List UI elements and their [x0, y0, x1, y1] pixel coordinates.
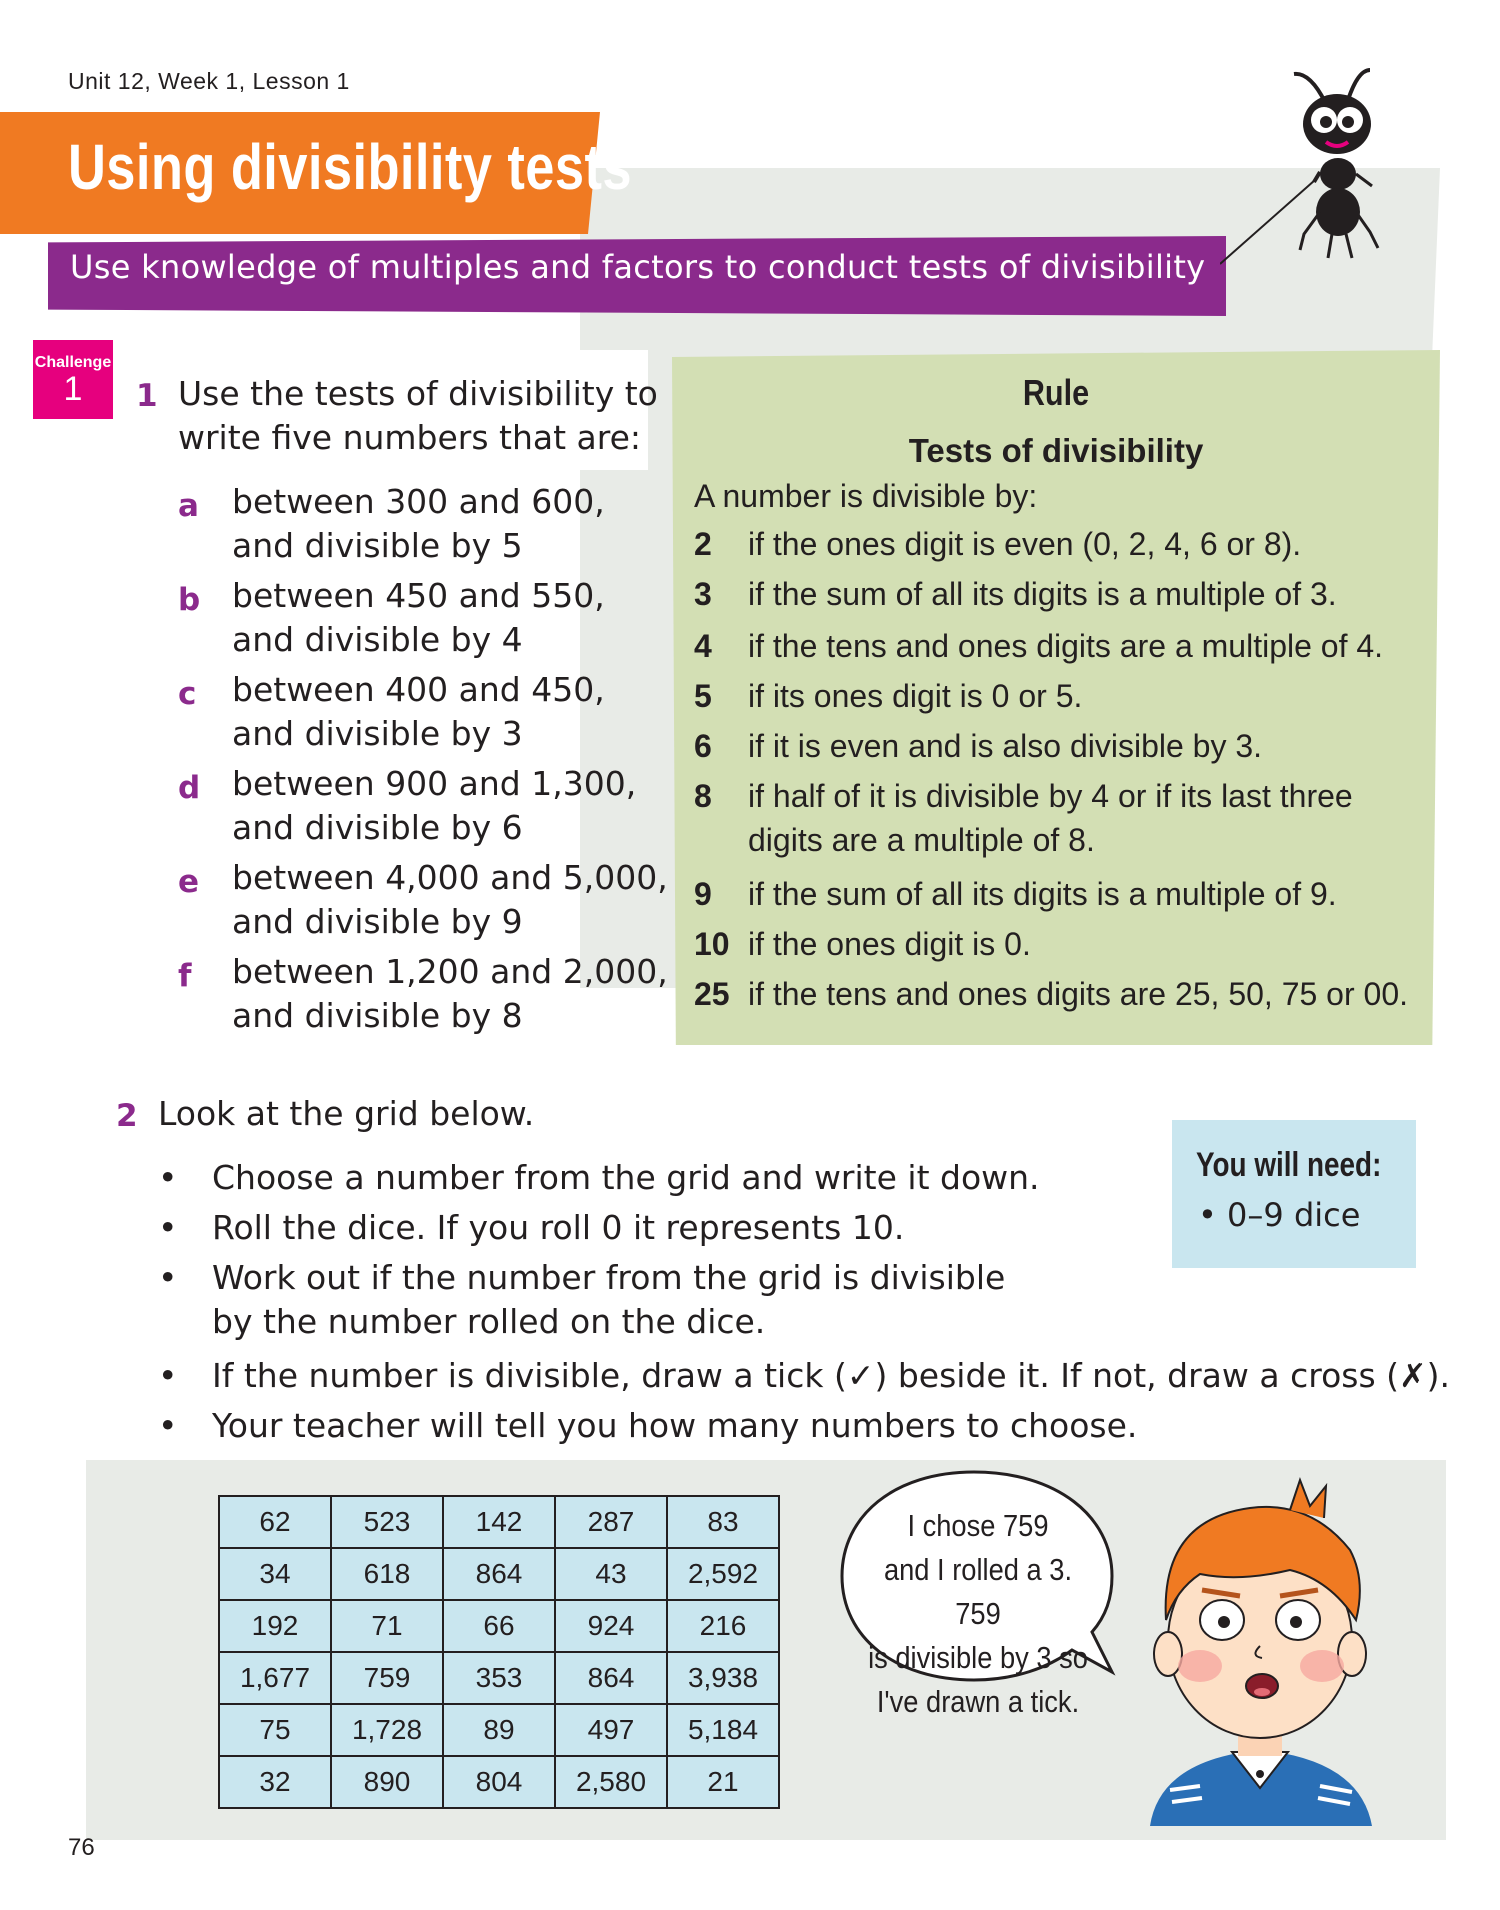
grid-row — [219, 1548, 779, 1600]
speech-bubble-text — [864, 1504, 1093, 1724]
bullet-item — [158, 1404, 1137, 1448]
rule-heading: Rule — [1022, 372, 1090, 413]
part-a-line1: between 300 and 600, — [232, 482, 605, 521]
rule-description — [748, 674, 1438, 718]
grid-cell: 804 — [443, 1756, 555, 1808]
rule-divisor: 5 — [694, 678, 712, 714]
part-e-line1: between 4,000 and 5,000, — [232, 858, 668, 897]
part-letter-a: a — [178, 488, 199, 524]
grid-row — [219, 1496, 779, 1548]
bullet-text — [212, 1206, 904, 1250]
rule-subheading: Tests of divisibility — [908, 432, 1204, 469]
bullet-dot-icon: • — [158, 1208, 178, 1247]
grid-cell: 142 — [443, 1496, 555, 1548]
rule-description-line2: digits are a multiple of 8. — [748, 822, 1095, 858]
grid-cell: 192 — [219, 1600, 331, 1652]
question-1-text-line2: write five numbers that are: — [178, 418, 642, 457]
boy-character-icon — [1140, 1470, 1380, 1826]
grid-cell: 21 — [667, 1756, 779, 1808]
part-d-line1: between 900 and 1,300, — [232, 764, 637, 803]
rule-row — [694, 624, 1438, 668]
rule-intro: A number is divisible by: — [694, 478, 1038, 514]
grid-cell: 864 — [443, 1548, 555, 1600]
grid-cell: 34 — [219, 1548, 331, 1600]
rule-description — [748, 872, 1438, 916]
grid-cell: 1,677 — [219, 1652, 331, 1704]
speech-line-4: I've drawn a tick. — [876, 1684, 1080, 1719]
grid-cell: 864 — [555, 1652, 667, 1704]
grid-cell: 32 — [219, 1756, 331, 1808]
part-f-line1: between 1,200 and 2,000, — [232, 952, 668, 991]
bullet-dot-icon: • — [158, 1158, 178, 1197]
bullet-line1: Roll the dice. If you roll 0 it represents 10. — [212, 1208, 905, 1247]
rule-divisor: 25 — [694, 976, 730, 1012]
grid-cell: 71 — [331, 1600, 443, 1652]
bullet-item — [158, 1354, 1450, 1398]
ant-mascot-icon — [1220, 62, 1430, 282]
grid-cell: 2,592 — [667, 1548, 779, 1600]
you-will-need-item: • 0–9 dice — [1198, 1196, 1361, 1234]
page-subtitle: Use knowledge of multiples and factors to conduct tests of divisibility — [70, 248, 1206, 286]
rule-row — [694, 522, 1438, 566]
question-2-number: 2 — [116, 1098, 138, 1134]
rule-divisor: 4 — [694, 628, 712, 664]
grid-cell: 66 — [443, 1600, 555, 1652]
speech-line-2: and I rolled a 3. 759 — [883, 1552, 1073, 1631]
bullet-line1: If the number is divisible, draw a tick (✓) beside it. If not, draw a cross (✗). — [212, 1356, 1451, 1395]
question-1-text-line1: Use the tests of divisibility to — [178, 374, 658, 413]
grid-row — [219, 1704, 779, 1756]
grid-row — [219, 1652, 779, 1704]
bullet-text — [212, 1256, 1005, 1344]
rule-description-line1: if half of it is divisible by 4 or if its last three — [748, 778, 1353, 814]
rule-divisor: 3 — [694, 576, 712, 612]
grid-cell: 523 — [331, 1496, 443, 1548]
rule-description-line1: if the sum of all its digits is a multiple of 9. — [748, 876, 1337, 912]
grid-cell: 62 — [219, 1496, 331, 1548]
page-title: Using divisibility tests — [68, 131, 632, 203]
rule-description — [748, 572, 1438, 616]
rule-description — [748, 972, 1438, 1016]
bullet-dot-icon: • — [158, 1258, 178, 1297]
rule-row — [694, 774, 1438, 862]
unit-label: Unit 12, Week 1, Lesson 1 — [68, 68, 350, 94]
rule-description-line1: if the tens and ones digits are 25, 50, 75 or 00. — [748, 976, 1408, 1012]
grid-cell: 759 — [331, 1652, 443, 1704]
rule-description — [748, 624, 1438, 668]
question-1-number: 1 — [136, 378, 158, 414]
rule-description — [748, 522, 1438, 566]
rule-description-line1: if the ones digit is 0. — [748, 926, 1031, 962]
grid-cell: 89 — [443, 1704, 555, 1756]
grid-row — [219, 1756, 779, 1808]
rule-description — [748, 724, 1438, 768]
grid-cell: 3,938 — [667, 1652, 779, 1704]
number-grid — [218, 1495, 780, 1809]
grid-cell: 43 — [555, 1548, 667, 1600]
grid-cell: 287 — [555, 1496, 667, 1548]
part-c-line2: and divisible by 3 — [232, 714, 523, 753]
bullet-text — [212, 1156, 1040, 1200]
bullet-line1: Choose a number from the grid and write it down. — [212, 1158, 1040, 1197]
grid-cell: 353 — [443, 1652, 555, 1704]
part-d-line2: and divisible by 6 — [232, 808, 523, 847]
speech-line-3: is divisible by 3 so — [868, 1640, 1088, 1675]
you-will-need-box — [1172, 1120, 1416, 1268]
rule-row — [694, 872, 1438, 916]
bullet-item — [158, 1256, 1005, 1344]
rule-divisor: 6 — [694, 728, 712, 764]
grid-cell: 2,580 — [555, 1756, 667, 1808]
bullet-dot-icon: • — [158, 1356, 178, 1395]
bullet-dot-icon: • — [158, 1406, 178, 1445]
bullet-item — [158, 1206, 904, 1250]
rule-row — [694, 572, 1438, 616]
rule-divisor: 9 — [694, 876, 712, 912]
part-b-line1: between 450 and 550, — [232, 576, 605, 615]
bullet-line1: Work out if the number from the grid is divisible — [212, 1258, 1006, 1297]
bullet-text — [212, 1404, 1137, 1448]
challenge-badge — [33, 340, 113, 419]
grid-cell: 890 — [331, 1756, 443, 1808]
rule-row — [694, 724, 1438, 768]
rule-description-line1: if the sum of all its digits is a multiple of 3. — [748, 576, 1337, 612]
part-letter-b: b — [178, 582, 201, 618]
rule-divisor: 8 — [694, 778, 712, 814]
question-2-text: Look at the grid below. — [158, 1094, 535, 1133]
bullet-line2: by the number rolled on the dice. — [212, 1302, 766, 1341]
rule-row — [694, 972, 1438, 1016]
grid-cell: 924 — [555, 1600, 667, 1652]
part-f-line2: and divisible by 8 — [232, 996, 523, 1035]
part-b-line2: and divisible by 4 — [232, 620, 523, 659]
grid-cell: 1,728 — [331, 1704, 443, 1756]
part-letter-f: f — [178, 958, 192, 994]
rule-divisor: 10 — [694, 926, 730, 962]
part-c-line1: between 400 and 450, — [232, 670, 605, 709]
part-letter-d: d — [178, 770, 201, 806]
grid-cell: 5,184 — [667, 1704, 779, 1756]
page-number: 76 — [68, 1834, 95, 1861]
grid-cell: 216 — [667, 1600, 779, 1652]
speech-line-1: I chose 759 — [907, 1508, 1049, 1543]
part-a-line2: and divisible by 5 — [232, 526, 523, 565]
rule-description-line1: if it is even and is also divisible by 3. — [748, 728, 1263, 764]
rule-description-line1: if the ones digit is even (0, 2, 4, 6 or 8). — [748, 526, 1302, 562]
rule-row — [694, 922, 1438, 966]
rule-row — [694, 674, 1438, 718]
rule-description-line1: if the tens and ones digits are a multiple of 4. — [748, 628, 1384, 664]
rule-description — [748, 922, 1438, 966]
grid-row — [219, 1600, 779, 1652]
part-letter-c: c — [178, 676, 197, 712]
grid-cell: 497 — [555, 1704, 667, 1756]
bullet-item — [158, 1156, 1040, 1200]
challenge-label: Challenge — [34, 354, 112, 371]
bullet-text — [212, 1354, 1450, 1398]
rule-description — [748, 774, 1438, 862]
challenge-number: 1 — [63, 370, 83, 408]
grid-cell: 618 — [331, 1548, 443, 1600]
grid-cell: 83 — [667, 1496, 779, 1548]
rule-divisor: 2 — [694, 526, 712, 562]
part-letter-e: e — [178, 864, 200, 900]
rule-description-line1: if its ones digit is 0 or 5. — [748, 678, 1083, 714]
grid-cell: 75 — [219, 1704, 331, 1756]
bullet-line1: Your teacher will tell you how many numbers to choose. — [212, 1406, 1138, 1445]
you-will-need-title: You will need: — [1196, 1146, 1382, 1184]
part-e-line2: and divisible by 9 — [232, 902, 523, 941]
